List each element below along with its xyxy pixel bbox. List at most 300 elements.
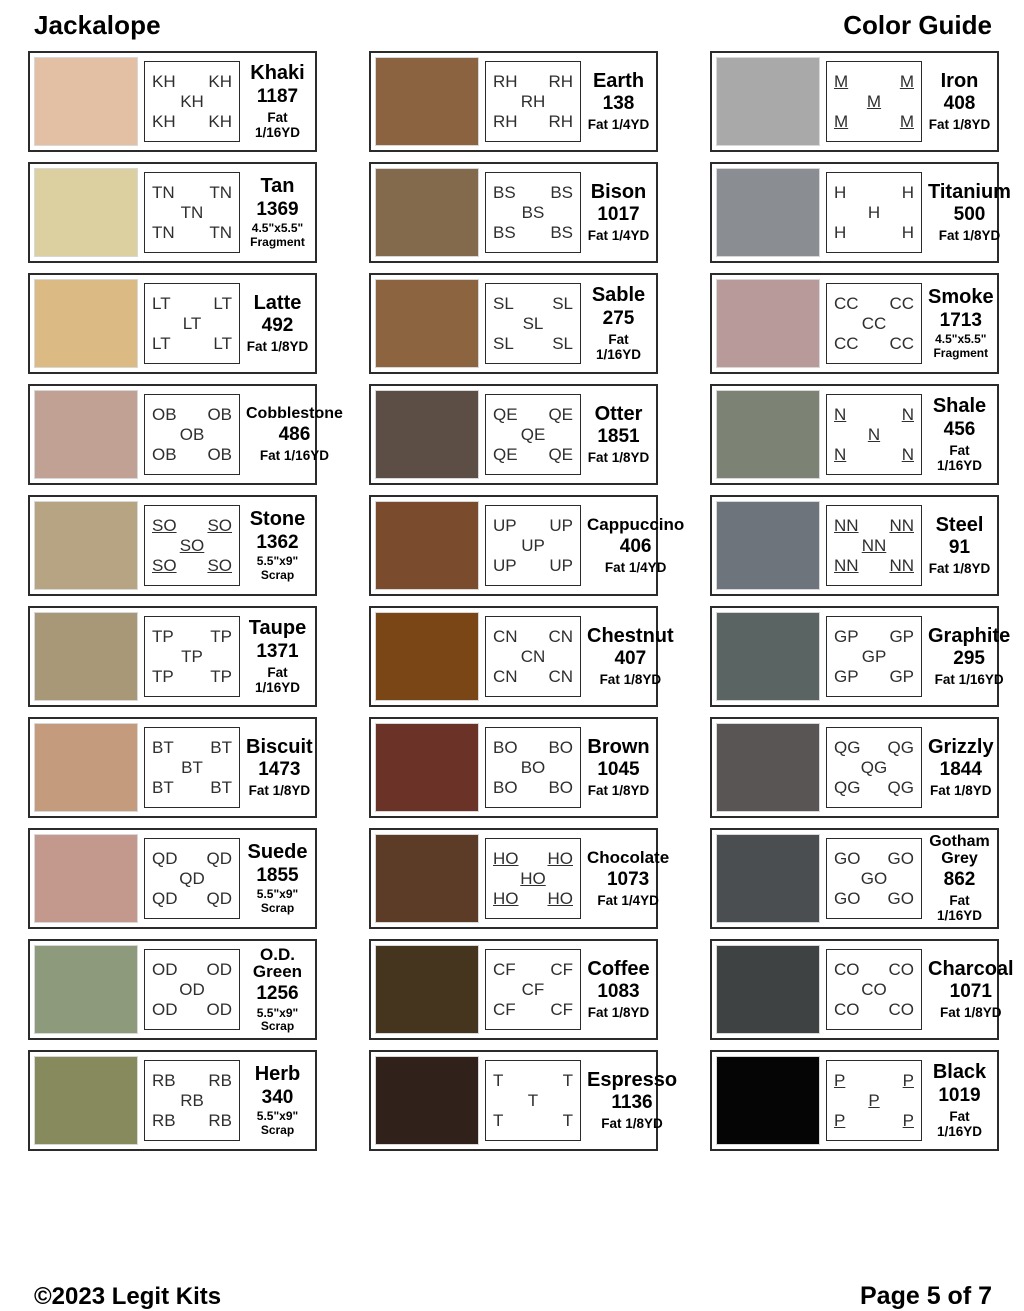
fabric-code: QE [493, 404, 518, 424]
fabric-code: H [901, 223, 914, 243]
fabric-code-box [826, 61, 922, 142]
fabric-code: UP [521, 535, 545, 555]
fabric-code: N [867, 424, 881, 444]
fabric-code: CF [550, 1000, 573, 1020]
fabric-code: CO [834, 1000, 860, 1020]
color-chip [716, 390, 820, 479]
color-chip [375, 390, 479, 479]
fabric-code: NN [889, 556, 914, 576]
fabric-code: SL [552, 334, 573, 354]
swatch-column [28, 51, 343, 1151]
code-row-bottom [829, 1000, 919, 1019]
code-row-middle [488, 869, 578, 888]
fabric-code: N [901, 404, 914, 424]
code-row-bottom [147, 334, 237, 353]
swatch-card[interactable] [369, 51, 658, 152]
swatch-card[interactable] [369, 273, 658, 374]
color-number: 406 [619, 535, 652, 557]
color-chip [716, 501, 820, 590]
fabric-code: RH [548, 112, 573, 132]
color-name: Khaki [250, 62, 305, 85]
fabric-code-box [826, 1060, 922, 1141]
swatch-card[interactable] [369, 939, 658, 1040]
cut-size: Fat 1/16YD [595, 331, 642, 362]
fabric-code-box [485, 616, 581, 697]
fabric-code-box [144, 505, 240, 586]
code-row-middle [147, 980, 237, 999]
swatch-meta [926, 390, 993, 479]
code-row-top [488, 294, 578, 313]
color-name: Cobblestone [246, 404, 343, 422]
code-row-top [488, 627, 578, 646]
swatch-meta [244, 612, 311, 701]
fabric-code-box [826, 172, 922, 253]
fabric-code: GP [834, 626, 859, 646]
fabric-code: SO [207, 556, 232, 576]
color-chip [375, 834, 479, 923]
fabric-code: QD [206, 848, 232, 868]
fabric-code-box [485, 505, 581, 586]
code-row-bottom [147, 667, 237, 686]
fabric-code-box [485, 727, 581, 808]
fabric-code: GP [889, 667, 914, 687]
code-row-middle [829, 92, 919, 111]
code-row-bottom [488, 223, 578, 242]
code-row-middle [488, 980, 578, 999]
color-chip [375, 168, 479, 257]
color-chip [34, 501, 138, 590]
color-name: Bison [590, 180, 647, 203]
cut-size: Fat 1/8YD [587, 1005, 650, 1021]
color-name: Black [932, 1061, 987, 1084]
code-row-top [829, 294, 919, 313]
fabric-code-box [144, 394, 240, 475]
code-row-middle [488, 92, 578, 111]
swatch-card[interactable] [28, 162, 317, 263]
code-row-top [829, 183, 919, 202]
fabric-code: BO [520, 757, 546, 777]
fabric-code: LT [152, 293, 171, 313]
fabric-code: CC [889, 293, 914, 313]
fabric-code: BS [550, 223, 573, 243]
swatch-card[interactable] [28, 606, 317, 707]
swatch-meta [585, 390, 652, 479]
code-row-middle [147, 203, 237, 222]
color-name: Graphite [928, 624, 1011, 647]
fabric-code: T [562, 1111, 573, 1131]
swatch-card[interactable] [710, 162, 1011, 263]
code-row-top [147, 849, 237, 868]
code-row-top [488, 405, 578, 424]
code-row-bottom [829, 334, 919, 353]
fabric-code: QD [179, 868, 205, 888]
code-row-top [147, 1071, 237, 1090]
code-row-top [147, 72, 237, 91]
color-name: Cappuccino [587, 515, 685, 535]
swatch-card[interactable] [710, 51, 999, 152]
color-chip [34, 612, 138, 701]
code-row-middle [147, 758, 237, 777]
code-row-middle [829, 869, 919, 888]
swatch-card[interactable] [28, 939, 317, 1040]
fabric-code-box [144, 283, 240, 364]
fabric-code: QG [834, 778, 861, 798]
fabric-code: TN [152, 223, 175, 243]
fabric-code: NN [889, 515, 914, 535]
code-row-bottom [488, 667, 578, 686]
code-row-top [829, 516, 919, 535]
swatch-card[interactable] [369, 606, 674, 707]
swatch-card[interactable] [28, 51, 317, 152]
color-number: 340 [261, 1086, 294, 1108]
color-chip [34, 945, 138, 1034]
swatch-card[interactable] [28, 495, 317, 596]
fabric-code: TP [181, 646, 203, 666]
swatch-meta [244, 945, 311, 1034]
fabric-code-box [144, 838, 240, 919]
color-chip [375, 1056, 479, 1145]
fabric-code: P [834, 1070, 846, 1090]
fabric-code-box [144, 949, 240, 1030]
color-number: 1256 [256, 982, 299, 1004]
fabric-code: CO [834, 959, 860, 979]
fabric-code: KH [180, 91, 204, 111]
color-chip [34, 57, 138, 146]
code-row-top [147, 627, 237, 646]
fabric-code: RH [520, 91, 546, 111]
color-name: Chocolate [587, 848, 670, 868]
fabric-code: OD [206, 1000, 232, 1020]
code-row-bottom [829, 556, 919, 575]
color-chip [34, 834, 138, 923]
swatch-columns [28, 51, 1014, 1272]
fabric-code: GO [834, 848, 861, 868]
fabric-code: N [834, 445, 847, 465]
color-number: 1713 [939, 309, 982, 331]
code-row-middle [829, 536, 919, 555]
swatch-card[interactable] [28, 1050, 317, 1151]
color-name: Latte [253, 291, 302, 314]
code-row-top [147, 405, 237, 424]
fabric-code: QG [887, 778, 914, 798]
fabric-code: RB [152, 1111, 176, 1131]
fabric-code: SO [179, 535, 205, 555]
fabric-code: RB [208, 1111, 232, 1131]
cut-size: Fat 1/16YD [936, 892, 983, 923]
fabric-code: H [834, 182, 847, 202]
fabric-code: CN [493, 667, 518, 687]
swatch-card[interactable] [369, 828, 670, 929]
color-number: 408 [943, 93, 976, 115]
code-row-top [488, 849, 578, 868]
color-chip [716, 612, 820, 701]
color-name: Tan [260, 174, 295, 197]
color-number: 1844 [939, 759, 982, 781]
swatch-card[interactable] [710, 273, 999, 374]
copyright-notice: ©2023 Legit Kits [34, 1283, 222, 1310]
color-number: 1473 [258, 759, 301, 781]
cut-size: Fat 1/16YD [934, 672, 1004, 688]
fabric-code: BO [548, 778, 573, 798]
color-chip [34, 723, 138, 812]
fabric-code: QG [860, 757, 888, 777]
fabric-code: N [901, 445, 914, 465]
cut-size: 5.5"x9" Scrap [256, 554, 299, 582]
code-row-bottom [488, 445, 578, 464]
fabric-code: TP [210, 667, 232, 687]
color-chip [716, 279, 820, 368]
fabric-code-box [826, 616, 922, 697]
color-chip [716, 57, 820, 146]
fabric-code: M [899, 71, 914, 91]
swatch-meta [244, 279, 311, 368]
swatch-meta [244, 390, 345, 479]
fabric-code: CO [888, 959, 914, 979]
fabric-code: CC [861, 313, 887, 333]
swatch-card[interactable] [369, 717, 658, 818]
color-name: Steel [935, 513, 984, 536]
fabric-code-box [485, 61, 581, 142]
fabric-code: OD [152, 1000, 178, 1020]
fabric-code: GP [861, 646, 887, 666]
fabric-code-box [144, 616, 240, 697]
fabric-code: BT [152, 778, 174, 798]
swatch-meta [244, 1056, 311, 1145]
fabric-code: LT [213, 334, 232, 354]
swatch-card[interactable] [28, 717, 317, 818]
cut-size: 5.5"x9" Scrap [256, 887, 299, 915]
fabric-code: QG [887, 737, 914, 757]
color-name: Suede [247, 840, 308, 863]
code-row-top [488, 960, 578, 979]
fabric-code: HO [493, 848, 519, 868]
swatch-meta [585, 57, 652, 146]
code-row-bottom [488, 112, 578, 131]
fabric-code: QE [548, 445, 573, 465]
cut-size: Fat 1/4YD [587, 117, 650, 133]
fabric-code: H [867, 202, 881, 222]
fabric-code: SL [493, 334, 514, 354]
fabric-code: BS [550, 182, 573, 202]
fabric-code: SO [152, 556, 177, 576]
code-row-middle [147, 314, 237, 333]
fabric-code: P [868, 1090, 880, 1110]
swatch-meta [244, 501, 311, 590]
swatch-card[interactable] [28, 828, 317, 929]
color-chip [375, 945, 479, 1034]
color-name: Shale [932, 395, 987, 418]
color-chip [375, 57, 479, 146]
swatch-card[interactable] [369, 162, 658, 263]
fabric-code: T [562, 1070, 573, 1090]
fabric-code: KH [208, 71, 232, 91]
color-chip [716, 834, 820, 923]
swatch-card[interactable] [710, 606, 1011, 707]
fabric-code: CC [834, 334, 859, 354]
code-row-bottom [147, 112, 237, 131]
fabric-code: TP [152, 626, 174, 646]
swatch-card[interactable] [710, 495, 999, 596]
swatch-card[interactable] [710, 1050, 999, 1151]
color-chip [375, 501, 479, 590]
swatch-card[interactable] [710, 717, 999, 818]
code-row-bottom [147, 1111, 237, 1130]
fabric-code: BT [210, 737, 232, 757]
fabric-code: GO [860, 868, 888, 888]
fabric-code: UP [549, 556, 573, 576]
color-number: 91 [948, 537, 971, 559]
fabric-code: RB [180, 1090, 204, 1110]
code-row-middle [488, 536, 578, 555]
color-number: 275 [602, 307, 635, 329]
color-number: 407 [614, 648, 647, 670]
code-row-top [829, 849, 919, 868]
code-row-middle [488, 314, 578, 333]
page-title: Jackalope [34, 10, 161, 40]
page-footer [28, 1272, 996, 1311]
swatch-meta [926, 723, 996, 812]
fabric-code: TN [152, 182, 175, 202]
fabric-code: RB [208, 1070, 232, 1090]
fabric-code: T [493, 1070, 504, 1090]
swatch-meta [926, 834, 993, 923]
swatch-card[interactable] [28, 273, 317, 374]
swatch-card[interactable] [369, 384, 658, 485]
color-number: 486 [278, 424, 311, 446]
color-chip [34, 168, 138, 257]
fabric-code: SO [207, 515, 232, 535]
code-row-bottom [488, 1000, 578, 1019]
color-number: 1019 [938, 1084, 981, 1106]
cut-size: Fat 1/8YD [599, 672, 662, 688]
fabric-code: SL [552, 293, 573, 313]
color-number: 492 [261, 315, 294, 337]
fabric-code: LT [152, 334, 171, 354]
code-row-top [829, 960, 919, 979]
swatch-meta [244, 834, 311, 923]
color-number: 1045 [597, 759, 640, 781]
fabric-code: BT [152, 737, 174, 757]
swatch-card[interactable] [710, 939, 1014, 1040]
fabric-code-box [485, 838, 581, 919]
color-number: 1017 [597, 204, 640, 226]
fabric-code: UP [549, 515, 573, 535]
fabric-code: OB [207, 404, 232, 424]
fabric-code: BO [548, 737, 573, 757]
color-name: Biscuit [246, 735, 313, 758]
code-row-top [488, 1071, 578, 1090]
fabric-code: RH [493, 71, 518, 91]
swatch-column [369, 51, 685, 1151]
cut-size: Fat 1/8YD [938, 228, 1001, 244]
fabric-code: TP [152, 667, 174, 687]
fabric-code: BS [493, 223, 516, 243]
code-row-bottom [147, 1000, 237, 1019]
fabric-code: CN [548, 626, 573, 646]
fabric-code: CO [861, 979, 887, 999]
fabric-code: GO [834, 889, 861, 909]
code-row-top [829, 405, 919, 424]
cut-size: Fat 1/8YD [928, 561, 991, 577]
code-row-middle [829, 314, 919, 333]
fabric-code: LT [182, 313, 202, 333]
cut-size: Fat 1/8YD [601, 1116, 663, 1132]
fabric-code: QG [834, 737, 861, 757]
code-row-bottom [488, 334, 578, 353]
fabric-code: NN [861, 535, 887, 555]
swatch-card[interactable] [710, 828, 999, 929]
fabric-code: N [834, 404, 847, 424]
swatch-meta [926, 168, 1013, 257]
code-row-middle [147, 92, 237, 111]
swatch-card[interactable] [28, 384, 343, 485]
swatch-card[interactable] [369, 1050, 678, 1151]
code-row-middle [829, 647, 919, 666]
code-row-middle [147, 869, 237, 888]
fabric-code: CN [520, 646, 546, 666]
fabric-code: QE [520, 424, 546, 444]
cut-size: 4.5"x5.5" Fragment [250, 221, 305, 249]
color-name: Stone [249, 507, 306, 530]
color-name: Espresso [587, 1068, 678, 1091]
code-row-middle [488, 758, 578, 777]
fabric-code: CN [493, 626, 518, 646]
code-row-middle [147, 647, 237, 666]
cut-size: Fat 1/16YD [936, 1108, 983, 1139]
fabric-code: KH [152, 112, 176, 132]
fabric-code: QE [548, 404, 573, 424]
fabric-code: NN [834, 515, 859, 535]
fabric-code: UP [493, 556, 517, 576]
cut-size: 4.5"x5.5" Fragment [933, 332, 989, 360]
swatch-card[interactable] [710, 384, 999, 485]
code-row-middle [147, 536, 237, 555]
fabric-code: HO [547, 889, 573, 909]
fabric-code: OD [206, 959, 232, 979]
fabric-code: SO [152, 515, 177, 535]
fabric-code: RH [548, 71, 573, 91]
color-number: 862 [943, 869, 976, 891]
swatch-meta [926, 1056, 993, 1145]
swatch-meta [244, 57, 311, 146]
fabric-code-box [826, 949, 922, 1030]
code-row-top [147, 183, 237, 202]
color-number: 1851 [597, 426, 640, 448]
fabric-code: UP [493, 515, 517, 535]
code-row-top [829, 627, 919, 646]
color-number: 1187 [256, 85, 299, 107]
color-chip [34, 1056, 138, 1145]
code-row-middle [829, 1091, 919, 1110]
swatch-card[interactable] [369, 495, 685, 596]
fabric-code: OB [207, 445, 232, 465]
code-row-bottom [829, 889, 919, 908]
color-number: 1369 [256, 198, 299, 220]
cut-size: Fat 1/4YD [587, 228, 650, 244]
fabric-code: H [834, 223, 847, 243]
code-row-top [147, 516, 237, 535]
fabric-code: QD [152, 848, 178, 868]
color-name: Smoke [928, 285, 994, 308]
code-row-bottom [147, 223, 237, 242]
fabric-code-box [485, 949, 581, 1030]
code-row-middle [829, 203, 919, 222]
fabric-code-box [826, 394, 922, 475]
fabric-code: M [899, 112, 914, 132]
color-number: 1083 [597, 981, 640, 1003]
page-header [28, 10, 996, 41]
code-row-bottom [488, 556, 578, 575]
